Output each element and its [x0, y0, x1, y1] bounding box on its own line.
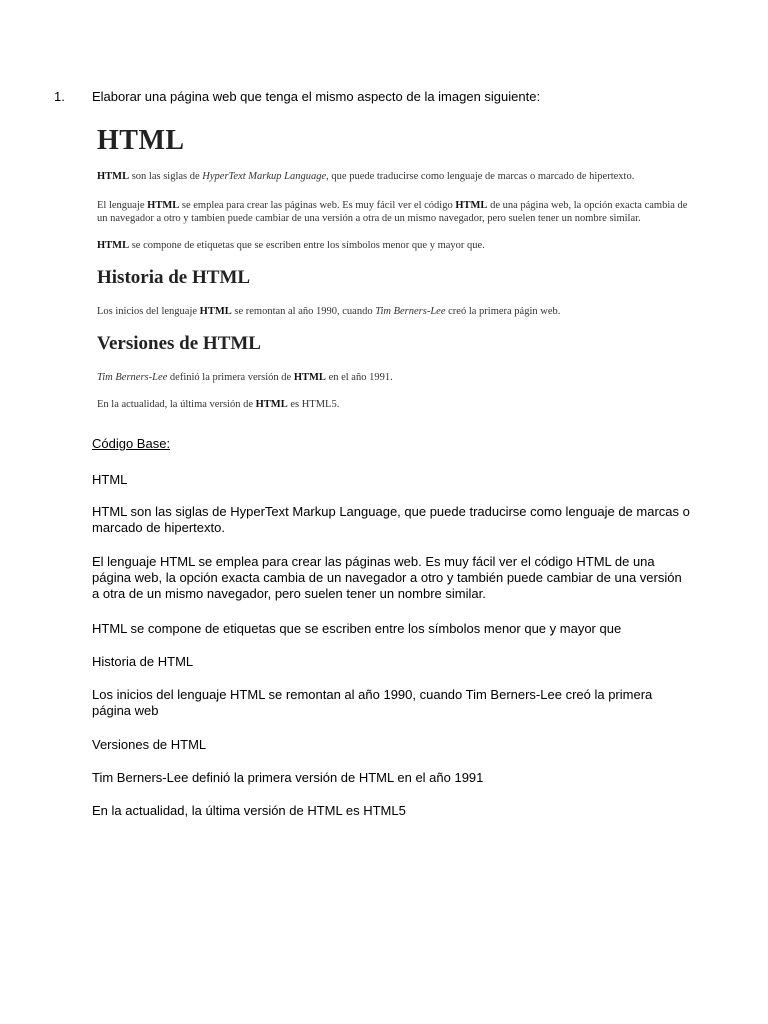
- code-line-tags: HTML se compone de etiquetas que se escriben entre los símbolos menor que y mayor que: [92, 621, 622, 636]
- image-paragraph-3: HTML se compone de etiquetas que se escriben entre los símbolos menor que y mayor que.: [97, 240, 485, 251]
- image-heading-versions: Versiones de HTML: [97, 333, 261, 354]
- image-title: HTML: [97, 125, 185, 156]
- image-heading-history: Historia de HTML: [97, 267, 251, 288]
- image-paragraph-5: Tim Berners-Lee definió la primera versión de HTML en el año 1991.: [97, 372, 393, 383]
- code-line-definition: HTML son las siglas de HyperText Markup Language, que puede traducirse como lenguaje de marcas o marcado de hipertexto.: [92, 504, 690, 535]
- reference-image: [92, 118, 692, 418]
- exercise-instruction: Elaborar una página web que tenga el mismo aspecto de la imagen siguiente:: [92, 89, 541, 104]
- image-paragraph-4: Los inicios del lenguaje HTML se remontan al año 1990, cuando Tim Berners-Lee creó la primera págin web.: [97, 306, 561, 317]
- code-line-title: HTML: [92, 472, 128, 487]
- code-line-history-heading: Historia de HTML: [92, 654, 194, 669]
- code-base-heading: Código Base:: [92, 436, 171, 451]
- image-paragraph-1: HTML son las siglas de HyperText Markup Language, que puede traducirse como lenguaje de marcas o marcado de hipertexto.: [97, 171, 635, 182]
- code-line-history-text: Los inicios del lenguaje HTML se remontan al año 1990, cuando Tim Berners-Lee creó la primera página web: [92, 687, 653, 718]
- code-line-latest-version: En la actualidad, la última versión de HTML es HTML5: [92, 803, 406, 818]
- image-paragraph-2: El lenguaje HTML se emplea para crear las páginas web. Es muy fácil ver el código HTML de una página web, la opción exacta cambia de un navegador a otro y tambien puede cambiar de una versión a otra de un mismo navegador, pero suelen tener un nombre similar.: [97, 200, 688, 224]
- code-line-usage: El lenguaje HTML se emplea para crear las páginas web. Es muy fácil ver el código HTML de una página web, la opción exacta cambia de un navegador a otro y también puede cambiar de una versión a otra de un mismo navegador, pero suelen tener un nombre similar.: [92, 554, 682, 601]
- code-line-versions-heading: Versiones de HTML: [92, 737, 207, 752]
- exercise-number: 1.: [54, 89, 65, 104]
- image-paragraph-6: En la actualidad, la última versión de HTML es HTML5.: [97, 399, 340, 410]
- code-line-first-version: Tim Berners-Lee definió la primera versión de HTML en el año 1991: [92, 770, 484, 785]
